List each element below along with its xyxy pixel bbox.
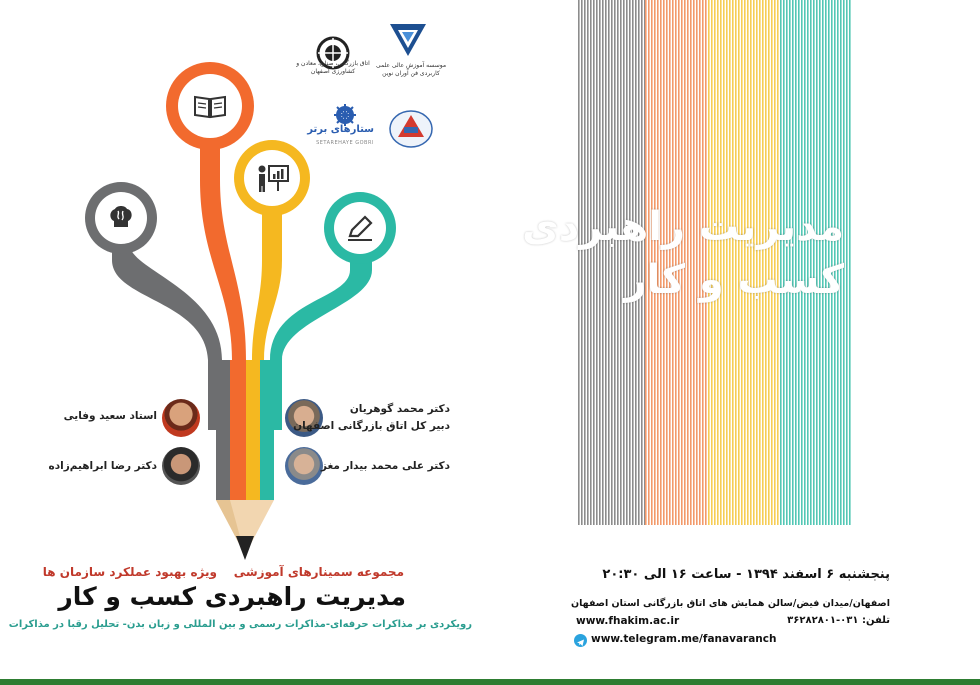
event-address: اصفهان/میدان فیض/سالن همایش های اتاق بازرگانی استان اصفهان — [571, 598, 890, 609]
setareh-logo-sub: SETAREHAYE GOBRI — [316, 140, 374, 146]
right-info-panel — [490, 0, 980, 680]
chamber-logo-caption: اتاق بازرگانی، صنایع، معادن و کشاورزی اصفهان — [296, 60, 370, 75]
avatar — [285, 447, 323, 485]
series-line — [42, 565, 404, 579]
series-part2: ویژه بهبود عملکرد سازمان ها — [42, 565, 217, 579]
telegram-link[interactable]: www.telegram.me/fanavaranch — [591, 633, 777, 645]
speaker-name: دکتر محمد گوهریان — [349, 403, 450, 415]
avatar — [162, 447, 200, 485]
speaker-title: دبیر کل اتاق بازرگانی اصفهان — [293, 420, 450, 432]
pencil-icon — [346, 214, 374, 242]
series-part1: مجموعه سمینارهای آموزشی — [233, 565, 404, 579]
presentation-icon — [256, 163, 290, 193]
phone-line — [720, 615, 890, 626]
speaker-name: دکتر علی محمد بیدار مغز — [320, 460, 450, 472]
event-date-time: پنجشنبه ۶ اسفند ۱۳۹۴ - ساعت ۱۶ الی ۲۰:۳۰ — [602, 567, 890, 582]
pencil-tip — [236, 536, 254, 560]
phone-number: ۰۳۱-۳۶۲۸۲۸۰۱ — [787, 615, 859, 626]
speaker-name: دکتر رضا ابراهیم‌زاده — [48, 460, 157, 472]
website-link[interactable]: www.fhakim.ac.ir — [576, 615, 680, 627]
right-title-line1: مدیریت راهبردی — [522, 204, 844, 250]
avatar — [162, 399, 200, 437]
stripe-line — [849, 0, 851, 525]
association-logo — [385, 104, 437, 154]
telegram-icon — [574, 634, 587, 647]
left-poster-panel — [0, 0, 490, 680]
stripe-line — [846, 0, 848, 525]
speaker-name: استاد سعید وفایی — [63, 410, 157, 422]
setareh-logo-name: ستارهای برتر — [307, 124, 374, 135]
book-icon — [193, 92, 227, 120]
phone-label: تلفن: — [861, 615, 890, 626]
institute-logo-caption: موسسه آموزش عالی علمی کاربردی فن آوران نوین — [375, 62, 447, 77]
right-title-line2: کسب و کار — [623, 257, 844, 303]
brain-icon — [106, 203, 136, 233]
main-title: مدیریت راهبردی کسب و کار — [58, 582, 406, 611]
institute-logo — [378, 18, 438, 62]
subtitle: رویکردی بر مذاکرات حرفه‌ای-مذاکرات رسمی و بین المللی و زبان بدن- تحلیل رقبا در مذاکرات — [8, 619, 472, 630]
bottom-border — [0, 679, 980, 685]
